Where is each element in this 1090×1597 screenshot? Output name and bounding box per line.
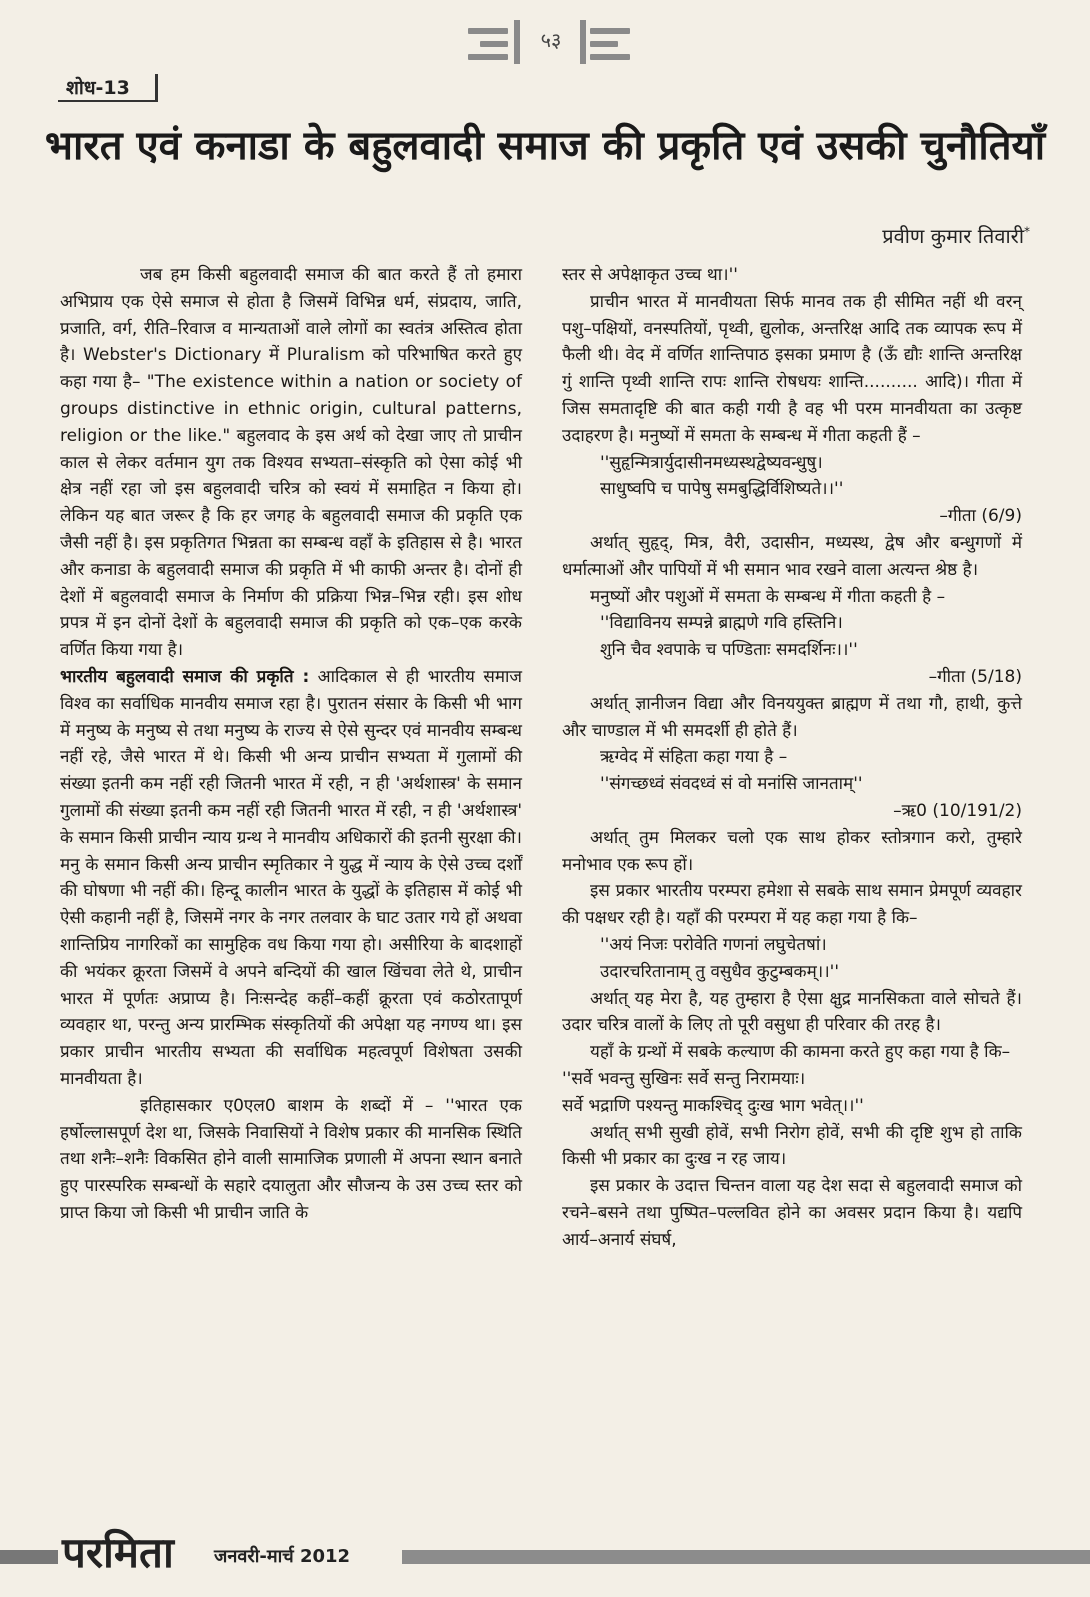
section-subheading: भारतीय बहुलवादी समाज की प्रकृति : (60, 666, 310, 687)
paragraph: ऋग्वेद में संहिता कहा गया है – (600, 747, 788, 768)
paragraph: मनुष्यों और पशुओं में समता के सम्बन्ध में गीता कहती है – (590, 586, 946, 607)
ornament-divider-right (580, 20, 586, 64)
intro-paragraph: जब हम किसी बहुलवादी समाज की बात करते हैं तो हमारा अभिप्राय एक ऐसे समाज से होता है जिसमें विभिन्न धर्म, संप्रदाय, जाति, प्रजाति, वर्ग, रीति–रिवाज व मान्यताओं वाले लोगों का स्वतंत्र अस्तित्व होता है। Webster's Dictionary में Pluralism को परिभाषित करते हुए कहा गया है– "The existence within a nation or society of groups distinctive in ethnic origin, cultural patterns, religion or the like." बहुलवाद के इस अर्थ को देखा जाए तो प्राचीन काल से लेकर वर्तमान युग तक विश्यव सभ्यता–संस्कृति को ऐसा कोई भी क्षेत्र नहीं रहा जो इस बहुलवादी चरित्र को स्वयं में समाहित न किया हो। लेकिन यह बात जरूर है कि हर जगह के बहुलवादी समाज की प्रकृति एक जैसी नहीं है। इस प्रकृतिगत भिन्नता का सम्बन्ध वहाँ के इतिहास से है। भारत और कनाडा के बहुलवादी समाज की प्रकृति में भी काफी अन्तर है। दोनों ही देशों में बहुलवादी समाज के निर्माण की प्रक्रिया भिन्न–भिन्न रही। इस शोध प्रपत्र में इन दोनों देशों के बहुलवादी समाज की प्रकृति को एक–एक करके वर्णित किया गया है। (60, 265, 522, 661)
verse-reference: –गीता (5/18) (928, 666, 1022, 687)
paragraph: अर्थात् सुहृद्, मित्र, वैरी, उदासीन, मध्यस्थ, द्वेष और बन्धुगणों में धर्मात्माओं और पापियों में भी समान भाव रखने वाला अत्यन्त श्रेष्ठ है। (562, 532, 1022, 580)
article-title: भारत एवं कनाडा के बहुलवादी समाज की प्रकृति एवं उसकी चुनौतियाँ (44, 123, 1046, 169)
ornament-bars-left (468, 24, 512, 64)
paragraph: अर्थात् तुम मिलकर चलो एक साथ होकर स्तोत्रगान करो, तुम्हारे मनोभाव एक रूप हों। (562, 827, 1022, 875)
author-footnote-mark: * (1024, 224, 1030, 239)
verse-line: ''सुहृन्मित्रार्युदासीनमध्यस्थद्वेष्यवन्धुषु। (600, 452, 823, 473)
paragraph: अर्थात् सभी सुखी होवें, सभी निरोग होवें, सभी की दृष्टि शुभ हो ताकि किसी भी प्रकार का दुःख न रह जाय। (562, 1122, 1022, 1170)
verse-line: उदारचरितानाम् तु वसुधैव कुटुम्बकम्।।'' (600, 961, 840, 982)
journal-logo: परमिता (62, 1528, 174, 1577)
paragraph: प्राचीन भारत में मानवीयता सिर्फ मानव तक ही सीमित नहीं थी वरन् पशु–पक्षियों, वनस्पतियों, पृथ्वी, द्युलोक, अन्तरिक्ष आदि तक व्यापक रूप में फैली थी। वेद में वर्णित शान्तिपाठ इसका प्रमाण है (ऊँ द्यौः शान्ति अन्तरिक्ष गुं शान्ति पृथ्वी शान्ति रापः शान्ति रोषधयः शान्ति.......... आदि)। गीता में जिस समतादृष्टि की बात कही गयी है वह भी परम मानवीयता का उत्कृष्ट उदाहरण है। मनुष्यों में समता के सम्बन्ध में गीता कहती हैं – (562, 291, 1022, 446)
verse-line: सर्वे भद्राणि पश्यन्तु माकश्चिद् दुःख भाग भवेत्।।'' (562, 1095, 864, 1116)
verse-line: शुनि चैव श्वपाके च पण्डिताः समदर्शिनः।।'' (600, 640, 858, 661)
author-name: प्रवीण कुमार तिवारी (882, 224, 1024, 248)
verse-reference: –गीता (6/9) (939, 506, 1022, 527)
verse-line: ''अयं निजः परोवेति गणनां लघुचेतषां। (600, 934, 827, 955)
page-number-ornament (0, 18, 1090, 68)
section-tag: शोध-13 (58, 74, 158, 102)
verse-line: साधुष्वपि च पापेषु समबुद्धिर्विशिष्यते।।'' (600, 479, 844, 500)
ornament-bars-right (590, 24, 634, 64)
author-byline (882, 222, 1030, 249)
verse-line: ''सर्वे भवन्तु सुखिनः सर्वे सन्तु निरामयाः। (562, 1068, 806, 1089)
paragraph: इस प्रकार भारतीय परम्परा हमेशा से सबके साथ समान प्रेमपूर्ण व्यवहार की पक्षधर रही है। यहाँ की परम्परा में यह कहा गया है कि– (562, 881, 1022, 929)
section-paragraph-text: आदिकाल से ही भारतीय समाज विश्व का सर्वाधिक मानवीय समाज रहा है। पुरातन संसार के किसी भी भाग में मनुष्य के मनुष्य से तथा मनुष्य के राज्य से ऐसे सुन्दर एवं मानवीय सम्बन्ध नहीं रहे, जैसे भारत में थे। किसी भी अन्य प्राचीन सभ्यता में गुलामों की संख्या इतनी कम नहीं रही जितनी भारत में रही, न ही 'अर्थशास्त्र' के समान गुलामों की संख्या इतनी कम नहीं रही जितनी भारत में रही, न ही 'अर्थशास्त्र' के समान किसी प्राचीन न्याय ग्रन्थ ने मानवीय अधिकारों की इतनी सुरक्षा की। मनु के समान किसी अन्य प्राचीन स्मृतिकार ने युद्ध में न्याय के ऐसे उच्च दर्शों की घोषणा भी नहीं की। हिन्दू कालीन भारत के युद्धों के इतिहास में कोई भी ऐसी कहानी नहीं है, जिसमें नगर के नगर तलवार के घाट उतार गये हों अथवा शान्तिप्रिय नागरिकों का सामुहिक वध किया गया हो। असीरिया के बादशाहों की भयंकर क्रूरता जिसमें वे अपने बन्दियों की खाल खिंचवा लेते थे, प्राचीन भारत में पूर्णतः अप्राप्य है। निःसन्देह कहीं–कहीं क्रूरता एवं कठोरतापूर्ण व्यवहार था, परन्तु अन्य प्रारम्भिक संस्कृतियों की अपेक्षा यह नगण्य था। इस प्रकार प्राचीन भारतीय सभ्यता की सर्वाधिक महत्वपूर्ण विशेषता उसकी मानवीयता है। (60, 666, 523, 1089)
continuation-line: स्तर से अपेक्षाकृत उच्च था।'' (562, 265, 738, 285)
issue-date: जनवरी-मार्च 2012 (214, 1546, 351, 1567)
paragraph: अर्थात् यह मेरा है, यह तुम्हारा है ऐसा क्षुद्र मानसिकता वाले सोचते हैं। उदार चरित्र वालों के लिए तो पूरी वसुधा ही परिवार की तरह है। (562, 988, 1022, 1036)
paragraph: अर्थात् ज्ञानीजन विद्या और विनययुक्त ब्राह्मण में तथा गौ, हाथी, कुत्ते और चाण्डाल में भी समदर्शी ही होते हैं। (562, 693, 1022, 741)
section-paragraph (60, 664, 522, 1093)
right-column (562, 262, 1022, 1253)
verse-line: ''संगच्छध्वं संवदध्वं सं वो मनांसि जानताम्'' (600, 774, 863, 795)
verse-line: ''विद्याविनय सम्पन्ने ब्राह्मणे गवि हस्तिनि। (600, 613, 843, 634)
paragraph: यहाँ के ग्रन्थों में सबके कल्याण की कामना करते हुए कहा गया है कि– (590, 1042, 1011, 1063)
ornament-divider-left (514, 20, 520, 64)
paragraph: इस प्रकार के उदात्त चिन्तन वाला यह देश सदा से बहुलवादी समाज को रचने–बसने तथा पुष्पित–पल्लवित होने का अवसर प्रदान किया है। यद्यपि आर्य–अनार्य संघर्ष, (562, 1176, 1022, 1250)
verse-reference: –ऋ0 (10/191/2) (893, 800, 1022, 821)
left-column (60, 262, 522, 1227)
basham-quote-paragraph: इतिहासकार ए0एल0 बाशम के शब्दों में – ''भारत एक हर्षोल्लासपूर्ण देश था, जिसके निवासियों ने विशेष प्रकार की मानसिक स्थिति तथा शनैः–शनैः विकसित होने वाली सामाजिक प्रणाली में अपना स्थान बनाते हुए पारस्परिक सम्बन्धों के सहारे दयालुता और सौजन्य के उस उच्च स्तर को प्राप्त किया जो किसी भी प्राचीन जाति के (60, 1095, 522, 1223)
footer-rule-right (402, 1550, 1090, 1564)
footer-rule-left (0, 1550, 58, 1564)
page-number: ५३ (540, 28, 562, 52)
